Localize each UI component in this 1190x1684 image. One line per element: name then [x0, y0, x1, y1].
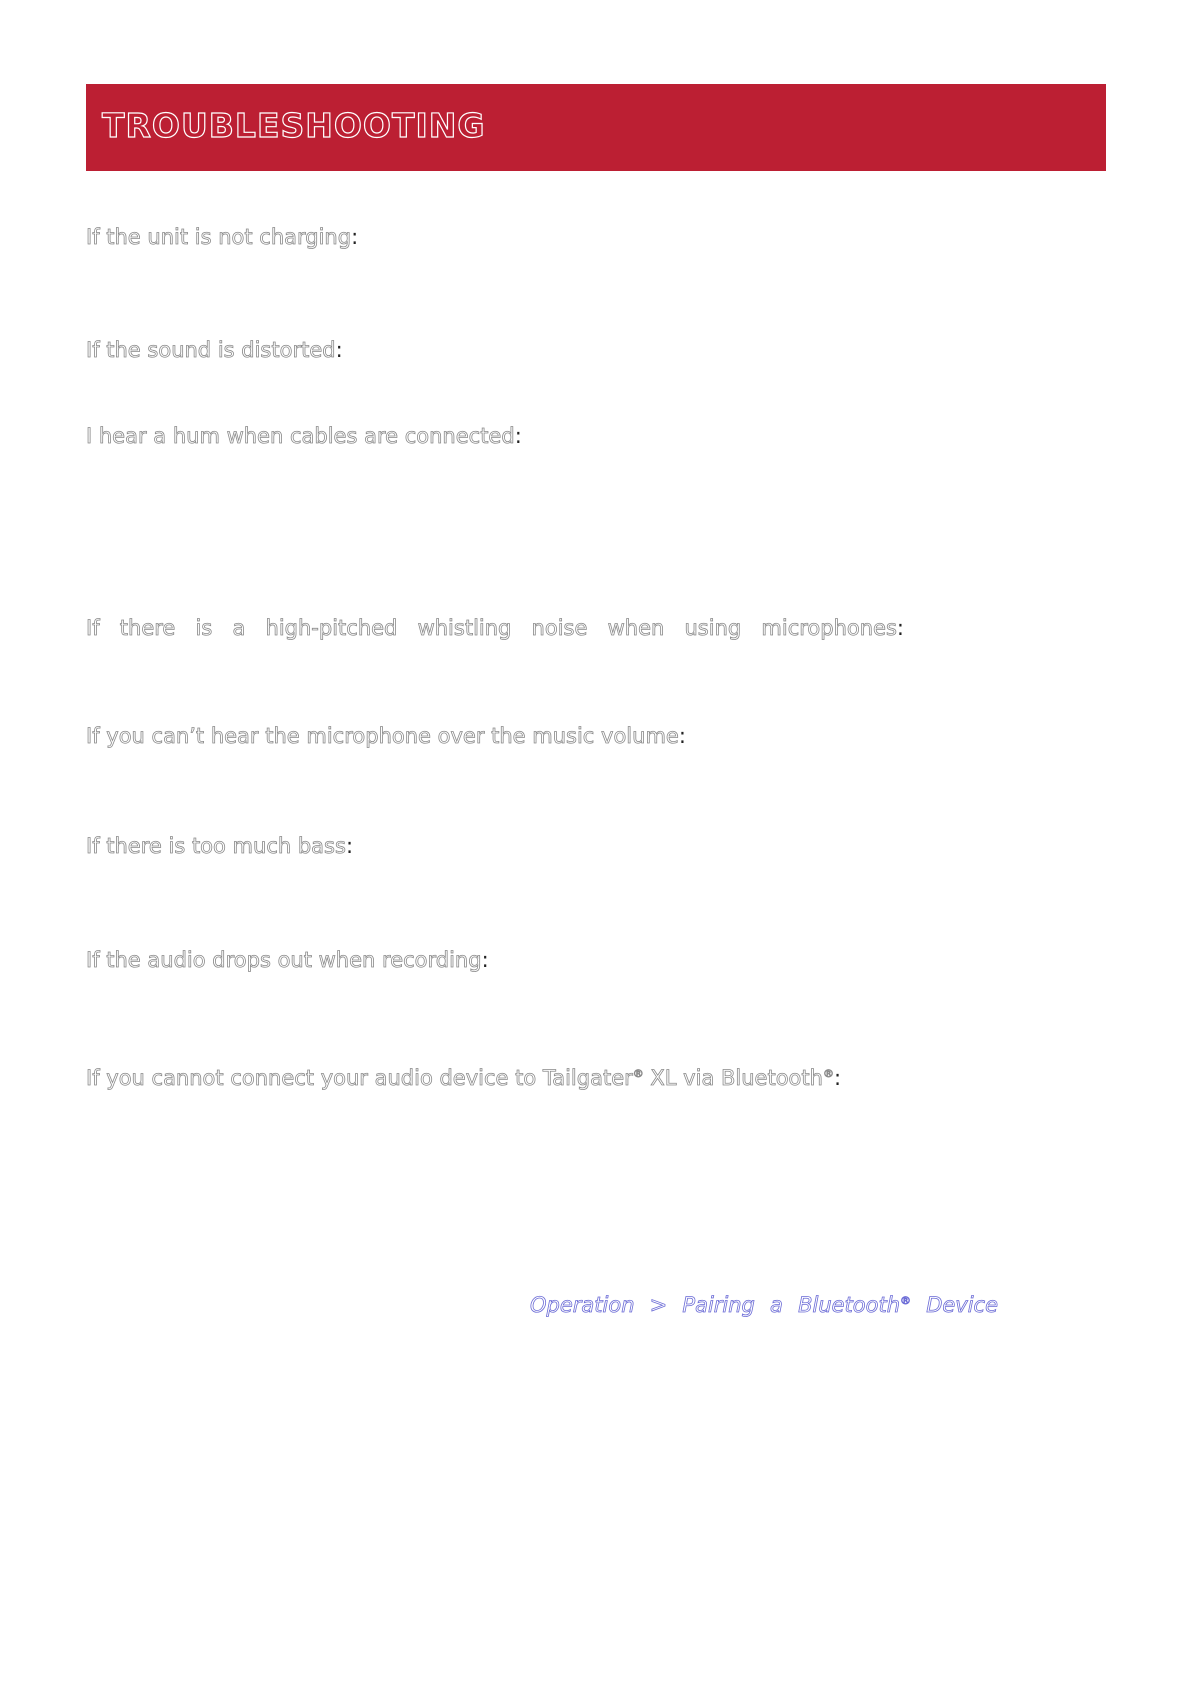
- troubleshoot-heading-mic-volume: [86, 723, 686, 749]
- troubleshoot-heading-bluetooth: [86, 1061, 841, 1091]
- heading-text: If you cannot connect your audio device to Tailgater: [86, 1066, 633, 1090]
- link-text: Operation > Pairing a Bluetooth: [530, 1293, 901, 1317]
- link-text: Device: [911, 1293, 999, 1317]
- heading-colon: :: [345, 834, 354, 858]
- heading-text: If the unit is not charging: [86, 225, 352, 249]
- heading-text: XL via Bluetooth: [643, 1066, 823, 1090]
- heading-colon: :: [833, 1066, 842, 1090]
- title-banner: [86, 84, 1106, 171]
- heading-colon: :: [514, 424, 522, 448]
- heading-text: I hear a hum when cables are connected: [86, 424, 515, 448]
- troubleshoot-heading-hum: [86, 423, 522, 449]
- registered-mark: ®: [632, 1067, 644, 1080]
- heading-colon: :: [481, 948, 489, 972]
- troubleshoot-heading-bass: [86, 833, 353, 859]
- troubleshoot-heading-whistling: [86, 615, 904, 641]
- troubleshoot-heading-distorted: [86, 337, 343, 363]
- heading-text: If the audio drops out when recording: [86, 948, 482, 972]
- pairing-bluetooth-link[interactable]: [530, 1288, 998, 1318]
- registered-mark: ®: [900, 1294, 912, 1307]
- heading-colon: :: [335, 338, 343, 362]
- page-title: TROUBLESHOOTING: [102, 106, 486, 145]
- registered-mark: ®: [822, 1067, 834, 1080]
- heading-text: If there is a high-pitched whistling noise when using microphones: [86, 616, 897, 640]
- heading-colon: :: [351, 225, 359, 249]
- heading-colon: :: [678, 724, 686, 748]
- heading-text: If you can’t hear the microphone over the music volume: [86, 724, 679, 748]
- troubleshoot-heading-audio-drops: [86, 947, 489, 973]
- heading-text: If there is too much bass: [86, 834, 346, 858]
- heading-text: If the sound is distorted: [86, 338, 336, 362]
- heading-colon: :: [896, 616, 904, 640]
- troubleshoot-heading-not-charging: [86, 224, 358, 250]
